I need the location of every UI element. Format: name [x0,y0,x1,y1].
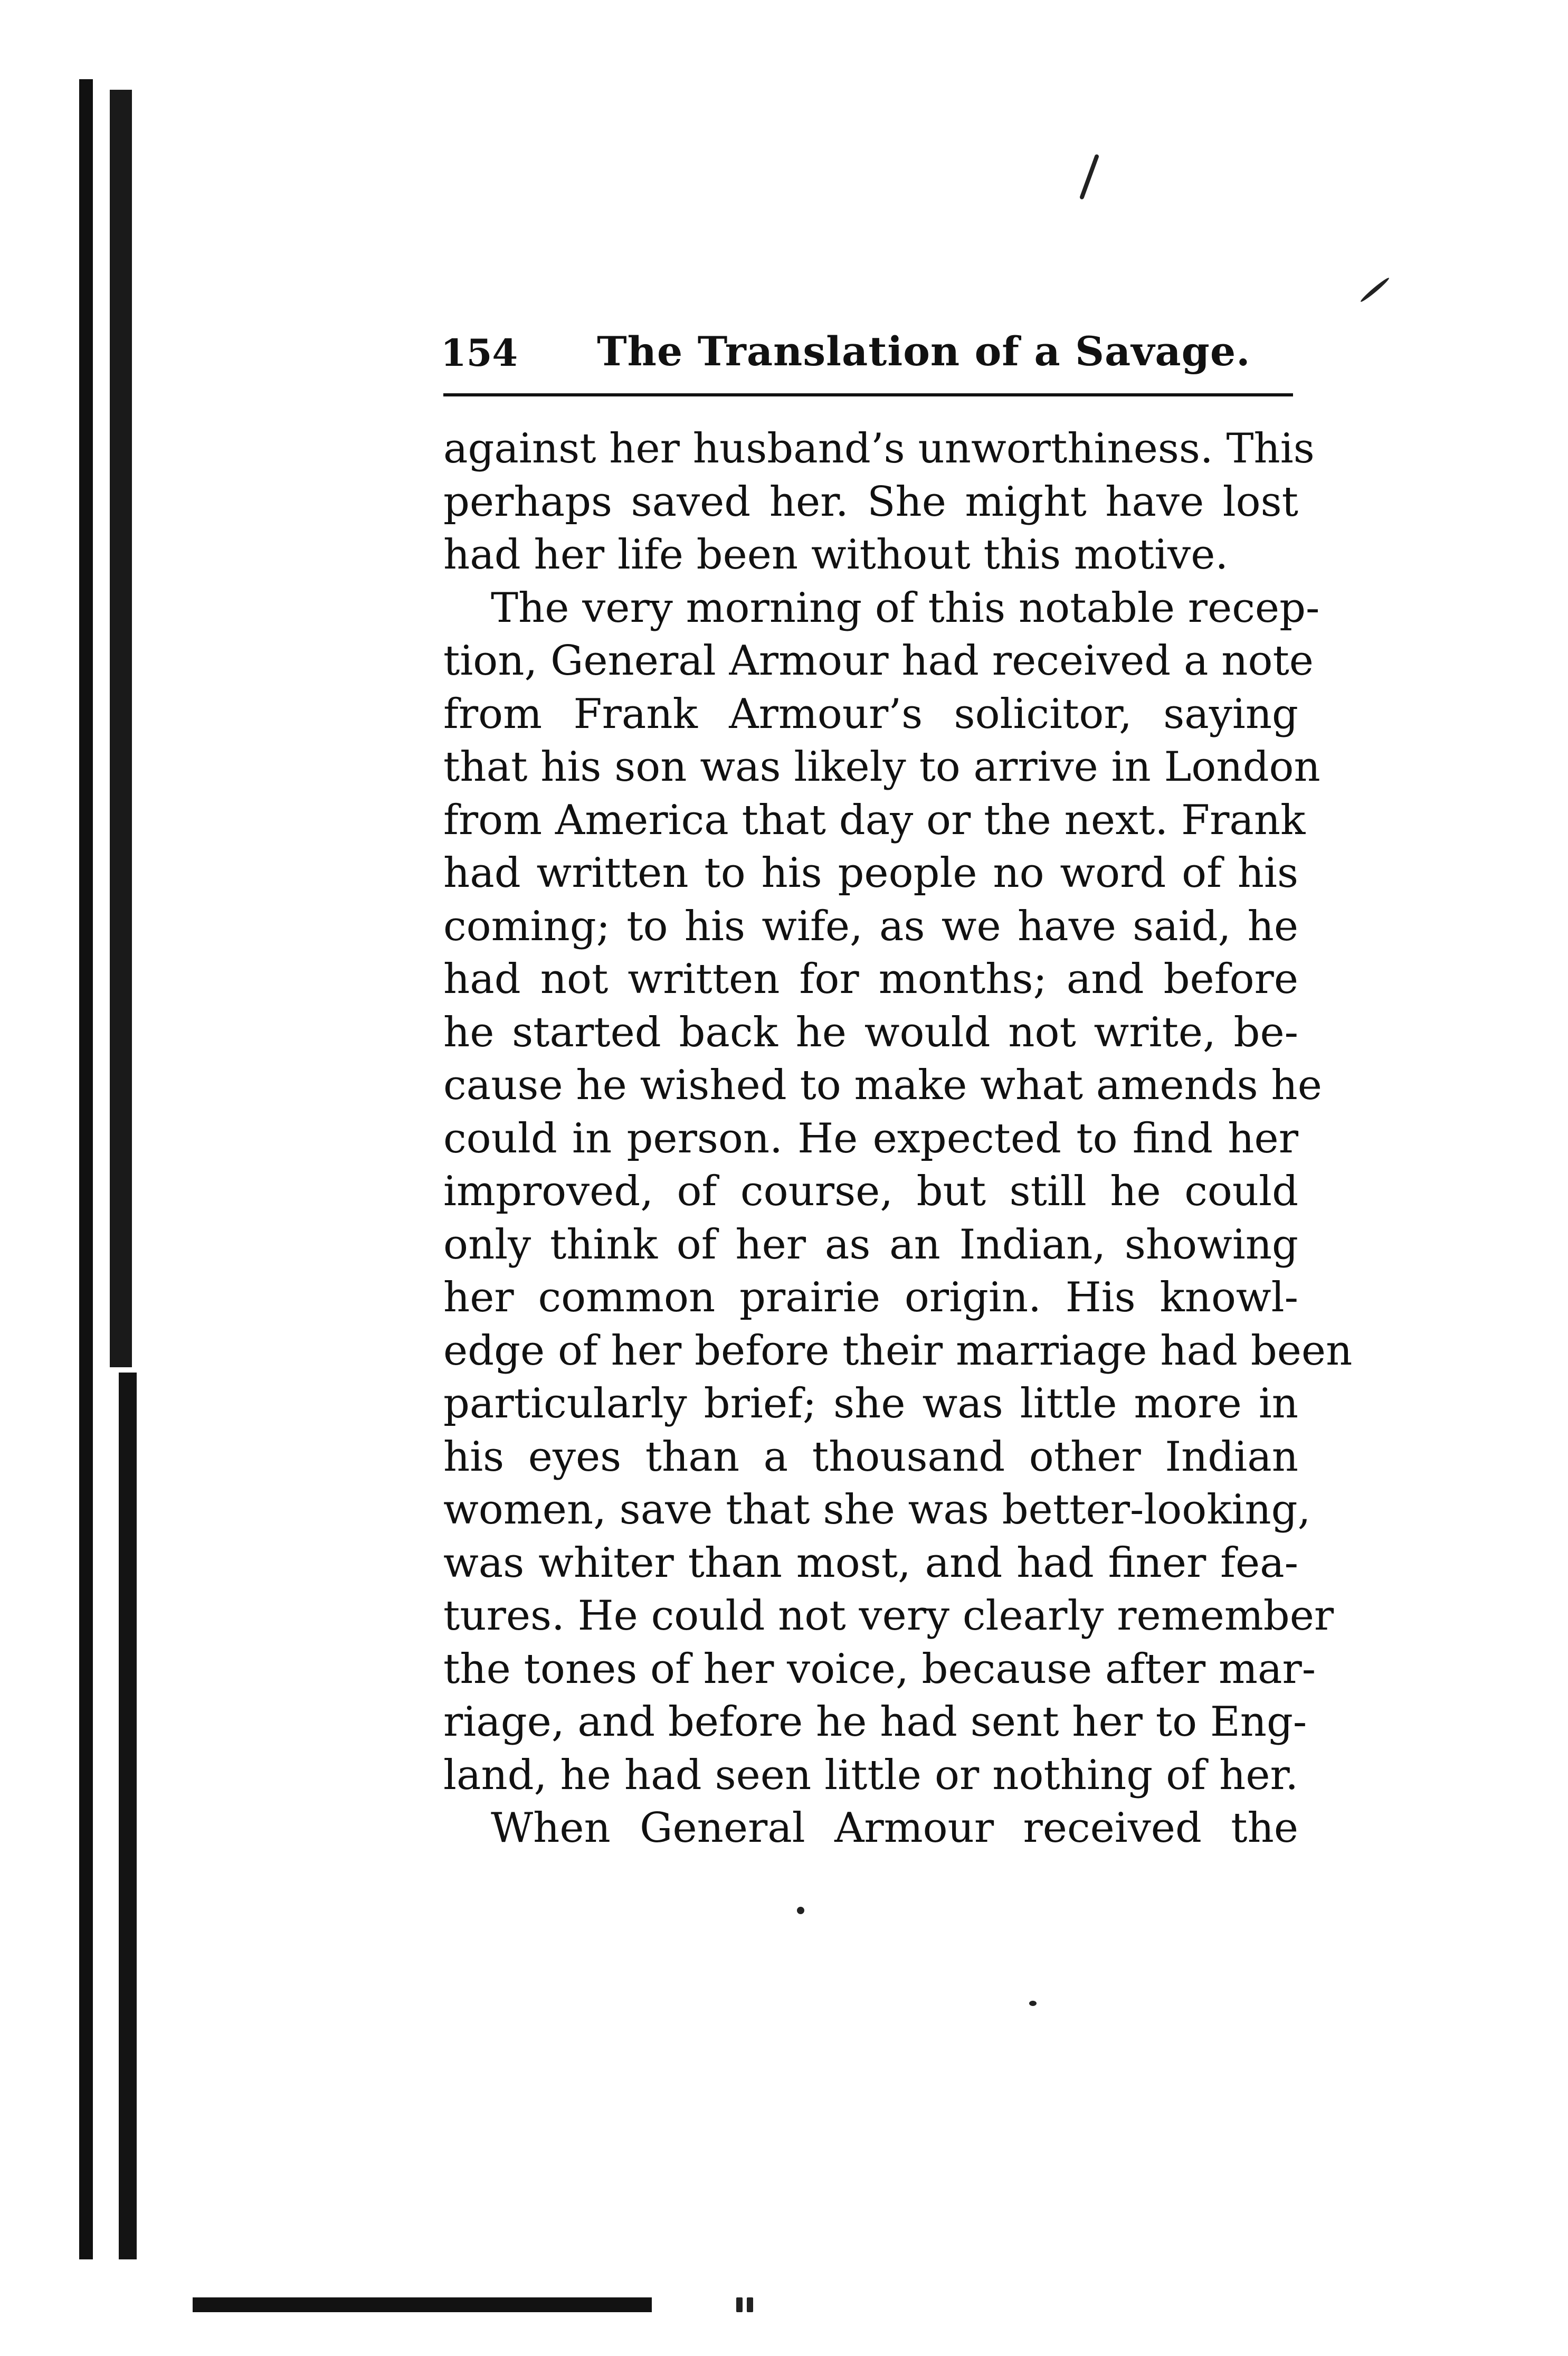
text-line: could in person. He expected to find her [443,1114,1298,1162]
scan-speck [1029,2001,1037,2006]
text-line: had not written for months; and before [443,955,1298,1003]
text-line: from Frank Armour’s solicitor, saying [443,690,1298,738]
running-header [441,317,1296,375]
scan-speck [797,1907,804,1914]
scan-speck [736,2297,743,2312]
text-line: land, he had seen little or nothing of her. [443,1751,1298,1799]
header-rule [443,393,1293,396]
scan-speck [747,2297,753,2312]
binding-shadow [79,79,93,2259]
text-line: When General Armour received the [491,1804,1298,1852]
text-line: tion, General Armour had received a note [443,637,1314,685]
text-line: had her life been without this motive. [443,531,1229,579]
scan-artifact-bar [193,2297,652,2312]
text-line: particularly brief; she was little more in [443,1380,1298,1427]
text-line: was whiter than most, and had finer fea- [443,1539,1298,1587]
text-line: her common prairie origin. His knowl- [443,1274,1298,1321]
running-title: The Translation of a Savage. [597,328,1251,375]
binding-shadow [110,90,132,1367]
text-line: improved, of course, but still he could [443,1168,1298,1215]
scan-speck [1360,276,1391,303]
text-line: perhaps saved her. She might have lost [443,478,1298,526]
text-line: only think of her as an Indian, showing [443,1220,1298,1269]
page-number: 154 [441,331,518,375]
text-line: his eyes than a thousand other Indian [443,1433,1298,1481]
text-line: women, save that she was better-looking, [443,1486,1311,1534]
scan-speck [1079,154,1099,200]
text-line: the tones of her voice, because after mar- [443,1645,1316,1693]
text-line: that his son was likely to arrive in London [443,743,1320,791]
binding-shadow [119,1373,137,2259]
text-line: coming; to his wife, as we have said, he [443,902,1298,950]
body-text [443,422,1353,1855]
text-line: The very morning of this notable recep- [491,584,1320,632]
text-line: against her husband’s unworthiness. This [443,425,1315,472]
text-line: he started back he would not write, be- [443,1008,1298,1056]
text-line: from America that day or the next. Frank [443,796,1306,844]
text-line: tures. He could not very clearly remember [443,1592,1334,1640]
text-line: had written to his people no word of his [443,849,1298,897]
text-line: cause he wished to make what amends he [443,1062,1322,1109]
text-line: edge of her before their marriage had been [443,1327,1353,1375]
text-line: riage, and before he had sent her to Eng- [443,1698,1307,1746]
